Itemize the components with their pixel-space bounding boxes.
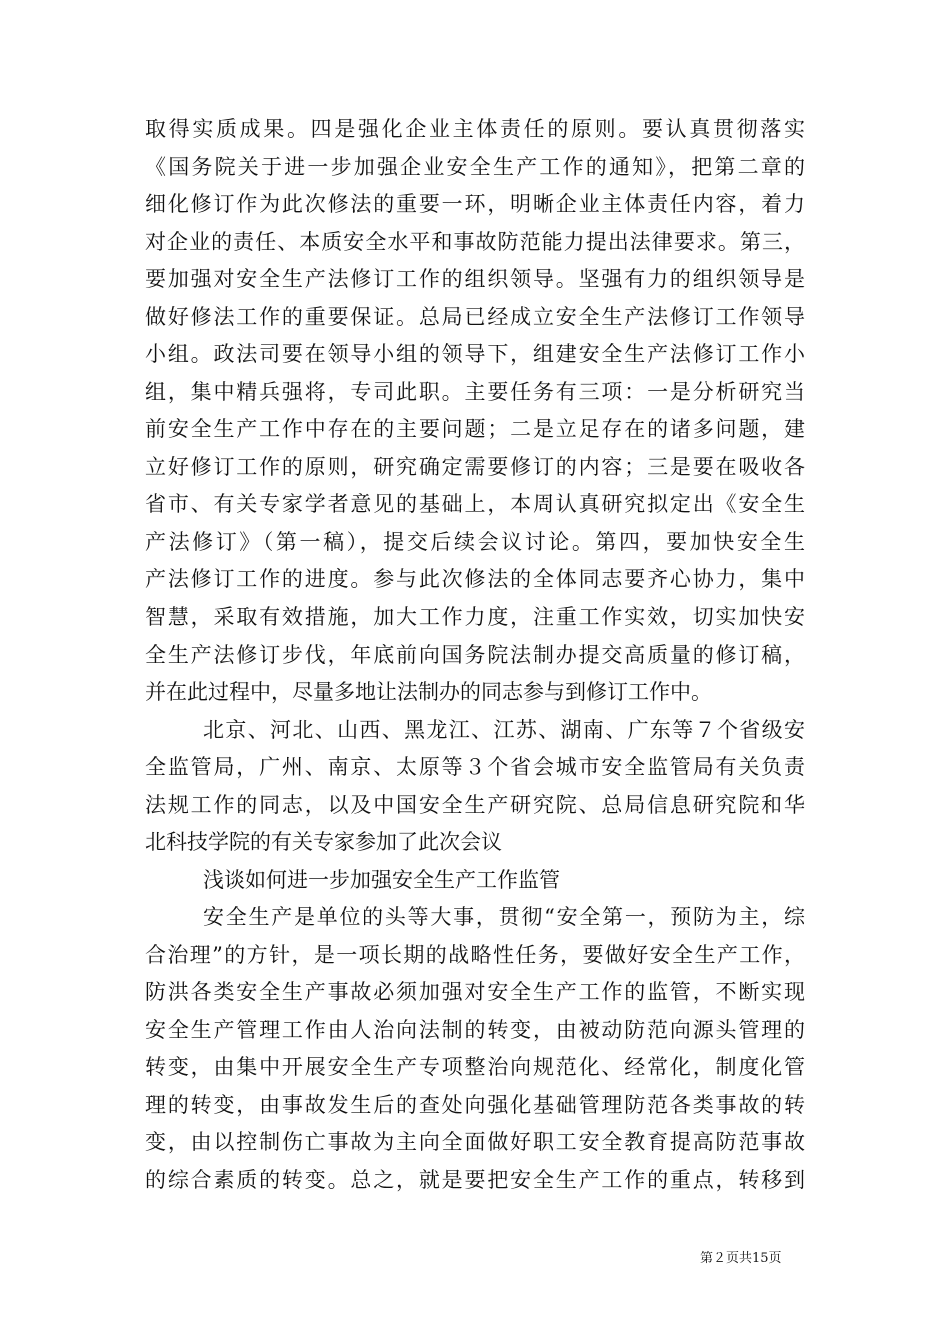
text-line: 全生产法修订步伐，年底前向国务院法制办提交高质量的修订稿，: [145, 643, 805, 667]
text-line: 要加强对安全生产法修订工作的组织领导。坚强有力的组织领导是: [145, 267, 805, 291]
text-line: 理的转变，由事故发生后的查处向强化基础管理防范各类事故的转: [145, 1093, 805, 1117]
text-line: 小组。政法司要在领导小组的领导下，组建安全生产法修订工作小: [145, 342, 805, 366]
text-line: 省市、有关专家学者意见的基础上，本周认真研究拟定出《安全生: [145, 492, 805, 516]
text-line: 合治理”的方针，是一项长期的战略性任务，要做好安全生产工作，: [145, 943, 805, 967]
paragraph-first-line: 北京、河北、山西、黑龙江、江苏、湖南、广东等７个省级安: [203, 718, 805, 742]
text-line: 安全生产管理工作由人治向法制的转变，由被动防范向源头管理的: [145, 1018, 805, 1042]
text-line: 《国务院关于进一步加强企业安全生产工作的通知》，把第二章的: [145, 155, 805, 179]
section-heading: 浅谈如何进一步加强安全生产工作监管: [203, 868, 560, 892]
text-line: 转变，由集中开展安全生产专项整治向规范化、经常化，制度化管: [145, 1055, 805, 1079]
paragraph-first-line: 安全生产是单位的头等大事，贯彻“安全第一，预防为主，综: [203, 905, 805, 929]
text-line: 对企业的责任、本质安全水平和事故防范能力提出法律要求。第三，: [145, 230, 805, 254]
text-line: 变，由以控制伤亡事故为主向全面做好职工安全教育提高防范事故: [145, 1130, 805, 1154]
text-line: 产法修订工作的进度。参与此次修法的全体同志要齐心协力，集中: [145, 567, 805, 591]
text-line: 的综合素质的转变。总之，就是要把安全生产工作的重点，转移到: [145, 1168, 805, 1192]
text-line: 立好修订工作的原则，研究确定需要修订的内容；三是要在吸收各: [145, 455, 805, 479]
text-line: 全监管局，广州、南京、太原等３个省会城市安全监管局有关负责: [145, 755, 805, 779]
text-line: 智慧，采取有效措施，加大工作力度，注重工作实效，切实加快安: [145, 605, 805, 629]
text-line: 细化修订作为此次修法的重要一环，明晰企业主体责任内容，着力: [145, 192, 805, 216]
text-line: 防洪各类安全生产事故必须加强对安全生产工作的监管，不断实现: [145, 980, 805, 1004]
page-number: 第２页共15页: [700, 1251, 782, 1266]
text-line: 组，集中精兵强将，专司此职。主要任务有三项：一是分析研究当: [145, 380, 805, 404]
text-line: 并在此过程中，尽量多地让法制办的同志参与到修订工作中。: [145, 680, 712, 704]
text-line: 取得实质成果。四是强化企业主体责任的原则。要认真贯彻落实: [145, 117, 805, 141]
text-line: 法规工作的同志，以及中国安全生产研究院、总局信息研究院和华: [145, 793, 805, 817]
text-line: 北科技学院的有关专家参加了此次会议: [145, 830, 502, 854]
text-line: 做好修法工作的重要保证。总局已经成立安全生产法修订工作领导: [145, 305, 805, 329]
text-line: 产法修订》（第一稿），提交后续会议讨论。第四，要加快安全生: [145, 530, 805, 554]
text-line: 前安全生产工作中存在的主要问题；二是立足存在的诸多问题，建: [145, 417, 805, 441]
